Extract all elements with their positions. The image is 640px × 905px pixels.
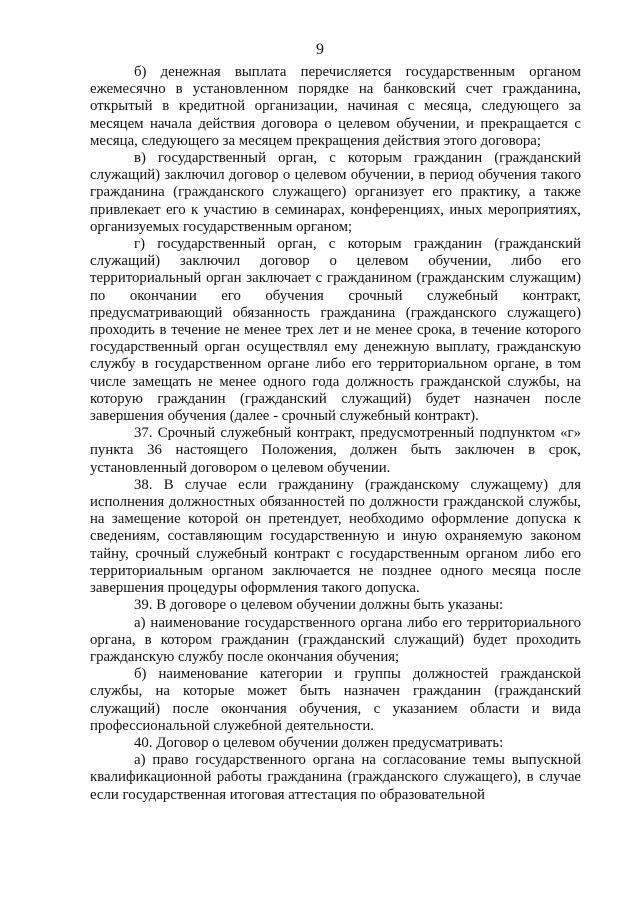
paragraph-36v: в) государственный орган, с которым гражданин (гражданский служащий) заключил договор о целевом обучении, в период обучения такого гражданина (гражданского служащего) организует его практику, а также привлекает его к участию в семинарах, конференциях, иных мероприятиях, организуемых государственным органом; [90,150,581,235]
document-body [90,64,581,804]
paragraph-40a: а) право государственного органа на согласование темы выпускной квалификационной работы гражданина (гражданского служащего), в случае если государственная итоговая аттестация по образовательной [90,752,581,803]
page-number: 9 [316,41,324,58]
paragraph-36g: г) государственный орган, с которым гражданин (гражданский служащий) заключил договор о целевом обучении, либо его территориальный орган заключает с гражданином (гражданским служащим) по окончании его обучения срочный служебный контракт, предусматривающий обязанность гражданина (гражданского служащего) проходить в течение не менее трех лет и не менее срока, в течение которого государственный орган осуществлял ему денежную выплату, гражданскую службу в государственном органе либо его территориальном органе, в том числе замещать не менее одного года должность гражданской службы, на которую гражданин (гражданский служащий) будет назначен после завершения обучения (далее - срочный служебный контракт). [90,236,581,425]
paragraph-38: 38. В случае если гражданину (гражданскому служащему) для исполнения должностных обязанностей по должности гражданской службы, на замещение которой он претендует, необходимо оформление допуска к сведениям, составляющим государственную и иную охраняемую законом тайну, срочный служебный контракт с государственным органом либо его территориальным органом заключается не позднее одного месяца после завершения процедуры оформления такого допуска. [90,476,581,597]
paragraph-39b: б) наименование категории и группы должностей гражданской службы, на которые может быть назначен гражданин (гражданский служащий) после окончания обучения, с указанием области и вида профессиональной служебной деятельности. [90,666,581,734]
paragraph-37: 37. Срочный служебный контракт, предусмотренный подпунктом «г» пункта 36 настоящего Положения, должен быть заключен в срок, установленный договором о целевом обучении. [90,425,581,476]
paragraph-39: 39. В договоре о целевом обучении должны быть указаны: [134,597,504,614]
paragraph-39a: а) наименование государственного органа либо его территориального органа, в котором гражданин (гражданский служащий) будет проходить гражданскую службу после окончания обучения; [90,614,581,665]
paragraph-40: 40. Договор о целевом обучении должен предусматривать: [134,734,504,751]
paragraph-36b: б) денежная выплата перечисляется государственным органом ежемесячно в установленном порядке на банковский счет гражданина, открытый в кредитной организации, начиная с месяца, следующего за месяцем начала действия договора о целевом обучении, и прекращается с месяца, следующего за месяцем прекращения действия этого договора; [90,64,581,149]
